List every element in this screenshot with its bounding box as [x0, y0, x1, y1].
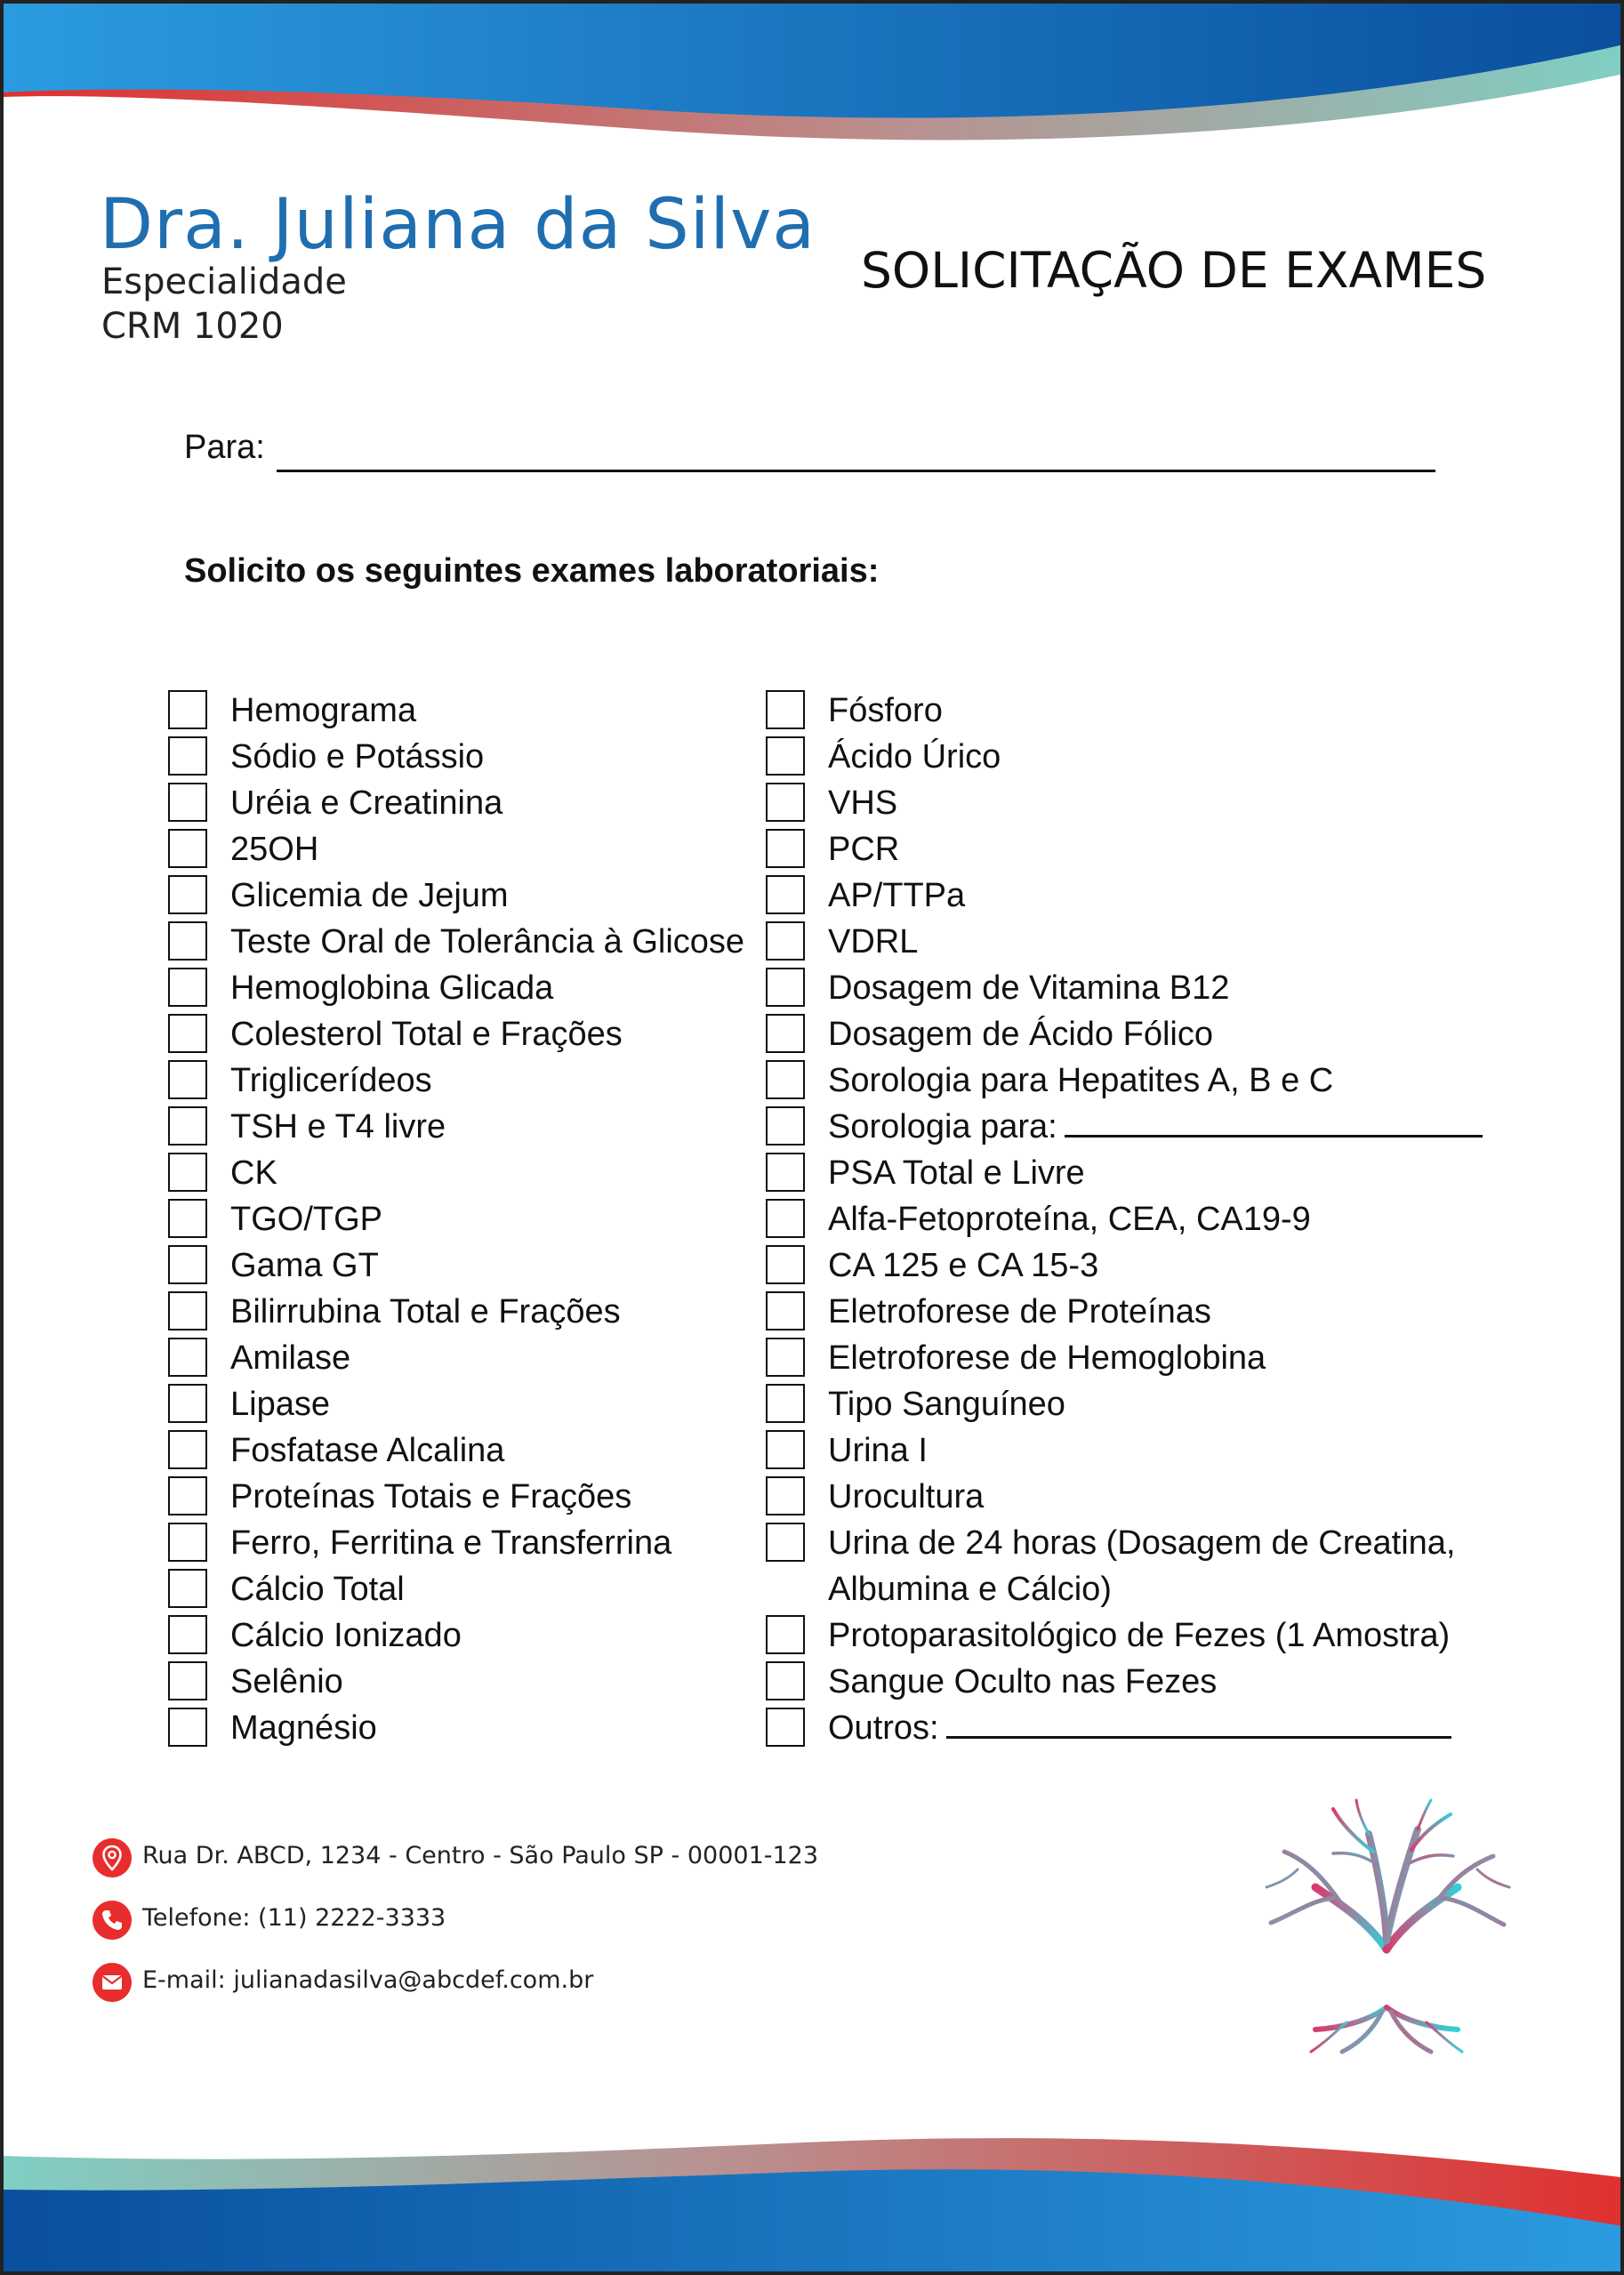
exam-item-fosfatase-alcalina	[168, 1427, 744, 1474]
exam-label: Sorologia para Hepatites A, B e C	[828, 1062, 1334, 1099]
exam-checkbox[interactable]	[168, 1291, 207, 1330]
exam-item-colesterol-total-e-fracoes	[168, 1011, 744, 1057]
outros-field[interactable]	[946, 1706, 1451, 1739]
phone-icon	[92, 1901, 132, 1940]
exam-item-tipo-sanguineo	[766, 1381, 1483, 1427]
exam-checkbox[interactable]	[168, 1199, 207, 1238]
exam-item-ca-125-e-ca-15-3	[766, 1242, 1483, 1289]
document-title: SOLICITAÇÃO DE EXAMES	[861, 242, 1487, 299]
exam-checkbox[interactable]	[168, 1338, 207, 1377]
footer-wave-decoration	[4, 2094, 1624, 2271]
exam-checkbox[interactable]	[766, 1384, 805, 1423]
exam-item-tgo-tgp	[168, 1196, 744, 1242]
exam-checkbox[interactable]	[766, 968, 805, 1007]
exam-item-urina-de-24-horas-dosagem-de-creatina-albumina-e-calcio	[766, 1520, 1468, 1612]
exam-item-dosagem-de-acido-folico	[766, 1011, 1483, 1057]
exam-label: Fósforo	[828, 692, 943, 729]
exam-item-protoparasitologico-de-fezes-1-amostra	[766, 1612, 1483, 1659]
doctor-crm: CRM 1020	[101, 306, 284, 347]
exam-item-tsh-e-t4-livre	[168, 1104, 744, 1150]
exam-item-hemoglobina-glicada	[168, 965, 744, 1011]
exam-label: Proteínas Totais e Frações	[230, 1478, 632, 1515]
exam-item-ureia-e-creatinina	[168, 780, 744, 826]
exam-label: CA 125 e CA 15-3	[828, 1247, 1099, 1284]
exam-label: Eletroforese de Proteínas	[828, 1293, 1211, 1330]
exam-item-magnesio	[168, 1705, 744, 1751]
exam-checkbox[interactable]	[168, 1430, 207, 1469]
exam-item-sodio-e-potassio	[168, 734, 744, 780]
exam-label: Protoparasitológico de Fezes (1 Amostra)	[828, 1617, 1451, 1654]
exam-item-gama-gt	[168, 1242, 744, 1289]
exam-checkbox[interactable]	[766, 1199, 805, 1238]
exam-label: 25OH	[230, 831, 319, 868]
exam-label: Urocultura	[828, 1478, 985, 1515]
exam-item-psa-total-e-livre	[766, 1150, 1483, 1196]
exam-label: VDRL	[828, 923, 919, 961]
exam-checkbox[interactable]	[168, 1523, 207, 1562]
exam-label: Cálcio Ionizado	[230, 1617, 462, 1654]
exam-checkbox[interactable]	[168, 1014, 207, 1053]
exam-item-teste-oral-de-tolerancia-a-glicose	[168, 919, 744, 965]
exam-item-vdrl	[766, 919, 1483, 965]
exam-item-selenio	[168, 1659, 744, 1705]
exam-item-amilase	[168, 1335, 744, 1381]
exam-list-right	[766, 687, 1483, 1751]
exam-item-urocultura	[766, 1474, 1483, 1520]
exam-label: TSH e T4 livre	[230, 1108, 446, 1146]
exam-item-eletroforese-de-hemoglobina	[766, 1335, 1483, 1381]
exam-checkbox[interactable]	[766, 1615, 805, 1654]
exam-checkbox[interactable]	[766, 875, 805, 914]
exam-checkbox[interactable]	[168, 736, 207, 776]
exam-item-acido-urico	[766, 734, 1483, 780]
exam-item-calcio-ionizado	[168, 1612, 744, 1659]
exam-checkbox[interactable]	[766, 829, 805, 868]
exam-item-lipase	[168, 1381, 744, 1427]
exam-checkbox[interactable]	[168, 1615, 207, 1654]
header-wave-decoration	[4, 4, 1624, 173]
address-text: Rua Dr. ABCD, 1234 - Centro - São Paulo SP - 00001-123	[142, 1842, 819, 1869]
exam-item-alfa-fetoproteina-cea-ca19-9	[766, 1196, 1483, 1242]
exam-checkbox[interactable]	[766, 1106, 805, 1146]
exam-checkbox[interactable]	[766, 1523, 805, 1562]
exam-checkbox[interactable]	[766, 1153, 805, 1192]
exam-label: Alfa-Fetoproteína, CEA, CA19-9	[828, 1201, 1311, 1238]
exam-label: Sódio e Potássio	[230, 738, 485, 776]
exam-item-eletroforese-de-proteinas	[766, 1289, 1483, 1335]
exam-label: Fosfatase Alcalina	[230, 1432, 505, 1469]
exam-label: Ferro, Ferritina e Transferrina	[230, 1524, 672, 1562]
exam-label: AP/TTPa	[828, 877, 966, 914]
exam-checkbox[interactable]	[766, 1338, 805, 1377]
exam-checkbox[interactable]	[766, 783, 805, 822]
exam-item-proteinas-totais-e-fracoes	[168, 1474, 744, 1520]
exam-item-fosforo	[766, 687, 1483, 734]
exam-item-bilirrubina-total-e-fracoes	[168, 1289, 744, 1335]
exam-checkbox[interactable]	[168, 1476, 207, 1515]
exam-checkbox[interactable]	[766, 921, 805, 961]
exam-label: Teste Oral de Tolerância à Glicose	[230, 923, 745, 961]
exam-label: TGO/TGP	[230, 1201, 382, 1238]
exam-checkbox[interactable]	[766, 1291, 805, 1330]
exam-label: Bilirrubina Total e Frações	[230, 1293, 621, 1330]
exam-label: VHS	[828, 784, 898, 822]
exam-checkbox[interactable]	[168, 1060, 207, 1099]
exam-label: CK	[230, 1154, 277, 1192]
exam-label: Uréia e Creatinina	[230, 784, 503, 822]
exam-item-dosagem-de-vitamina-b12	[766, 965, 1483, 1011]
exam-item-outros	[766, 1705, 1483, 1751]
exam-item-vhs	[766, 780, 1483, 826]
exam-checkbox[interactable]	[168, 1153, 207, 1192]
exam-checkbox[interactable]	[168, 1106, 207, 1146]
exam-checkbox[interactable]	[766, 1661, 805, 1700]
exam-item-glicemia-de-jejum	[168, 872, 744, 919]
sorologia-field[interactable]	[1065, 1105, 1483, 1138]
exam-item-sorologia-para-hepatites-a-b-e-c	[766, 1057, 1483, 1104]
tree-logo	[1244, 1789, 1529, 2074]
exam-label: Cálcio Total	[230, 1571, 405, 1608]
exam-checkbox[interactable]	[766, 736, 805, 776]
exam-item-urina-i	[766, 1427, 1483, 1474]
exam-checkbox[interactable]	[766, 1476, 805, 1515]
exam-label: Eletroforese de Hemoglobina	[828, 1339, 1266, 1377]
exam-label: Colesterol Total e Frações	[230, 1016, 623, 1053]
exam-label: Triglicerídeos	[230, 1062, 432, 1099]
envelope-icon	[92, 1963, 132, 2002]
doctor-name: Dra. Juliana da Silva	[100, 185, 816, 265]
exam-label: Hemoglobina Glicada	[230, 969, 554, 1007]
exam-checkbox[interactable]	[766, 1708, 805, 1747]
exam-label: Dosagem de Vitamina B12	[828, 969, 1230, 1007]
exam-label: Selênio	[230, 1663, 343, 1700]
exam-checkbox[interactable]	[168, 829, 207, 868]
exam-checkbox[interactable]	[168, 690, 207, 729]
exam-item-triglicerideos	[168, 1057, 744, 1104]
exam-label: PSA Total e Livre	[828, 1154, 1085, 1192]
recipient-label: Para:	[184, 429, 265, 466]
exam-checkbox[interactable]	[168, 783, 207, 822]
exam-checkbox[interactable]	[168, 1569, 207, 1608]
exam-label: Lipase	[230, 1386, 330, 1423]
exam-list-left	[168, 687, 744, 1751]
exam-checkbox[interactable]	[766, 1060, 805, 1099]
exam-label: Gama GT	[230, 1247, 379, 1284]
exam-label: Amilase	[230, 1339, 351, 1377]
exam-item-pcr	[766, 826, 1483, 872]
exam-checkbox[interactable]	[168, 1384, 207, 1423]
exam-checkbox[interactable]	[168, 1661, 207, 1700]
exam-label: Tipo Sanguíneo	[828, 1386, 1065, 1423]
exam-item-25oh	[168, 826, 744, 872]
exam-checkbox[interactable]	[168, 968, 207, 1007]
exam-checkbox[interactable]	[168, 1245, 207, 1284]
exam-item-calcio-total	[168, 1566, 744, 1612]
exam-label: Sangue Oculto nas Fezes	[828, 1663, 1218, 1700]
exam-item-ap-ttpa	[766, 872, 1483, 919]
exam-checkbox[interactable]	[168, 921, 207, 961]
recipient-field[interactable]	[277, 470, 1435, 472]
doctor-specialty: Especialidade	[101, 261, 347, 302]
exam-label: Hemograma	[230, 692, 417, 729]
location-pin-icon	[92, 1838, 132, 1877]
exam-checkbox[interactable]	[766, 1245, 805, 1284]
request-heading: Solicito os seguintes exames laboratoriais:	[184, 552, 880, 590]
exam-label: Ácido Úrico	[828, 738, 1001, 776]
exam-checkbox[interactable]	[766, 1430, 805, 1469]
exam-label: Glicemia de Jejum	[230, 877, 509, 914]
exam-item-sorologia-para	[766, 1104, 1483, 1150]
email-text: E-mail: julianadasilva@abcdef.com.br	[142, 1966, 594, 1994]
recipient-row	[184, 429, 265, 467]
exam-item-sangue-oculto-nas-fezes	[766, 1659, 1483, 1705]
exam-item-ferro-ferritina-e-transferrina	[168, 1520, 744, 1566]
exam-checkbox[interactable]	[766, 1014, 805, 1053]
exam-checkbox[interactable]	[168, 1708, 207, 1747]
exam-label: Magnésio	[230, 1709, 377, 1747]
exam-item-hemograma	[168, 687, 744, 734]
exam-label: Urina de 24 horas (Dosagem de Creatina, Albumina e Cálcio)	[828, 1524, 1456, 1608]
exam-checkbox[interactable]	[168, 875, 207, 914]
exam-label: Outros:	[828, 1709, 939, 1747]
exam-label: Urina I	[828, 1432, 928, 1469]
exam-item-ck	[168, 1150, 744, 1196]
exam-label: Dosagem de Ácido Fólico	[828, 1016, 1213, 1053]
exam-label: PCR	[828, 831, 900, 868]
phone-text: Telefone: (11) 2222-3333	[142, 1904, 446, 1932]
exam-label: Sorologia para:	[828, 1108, 1057, 1146]
exam-checkbox[interactable]	[766, 690, 805, 729]
